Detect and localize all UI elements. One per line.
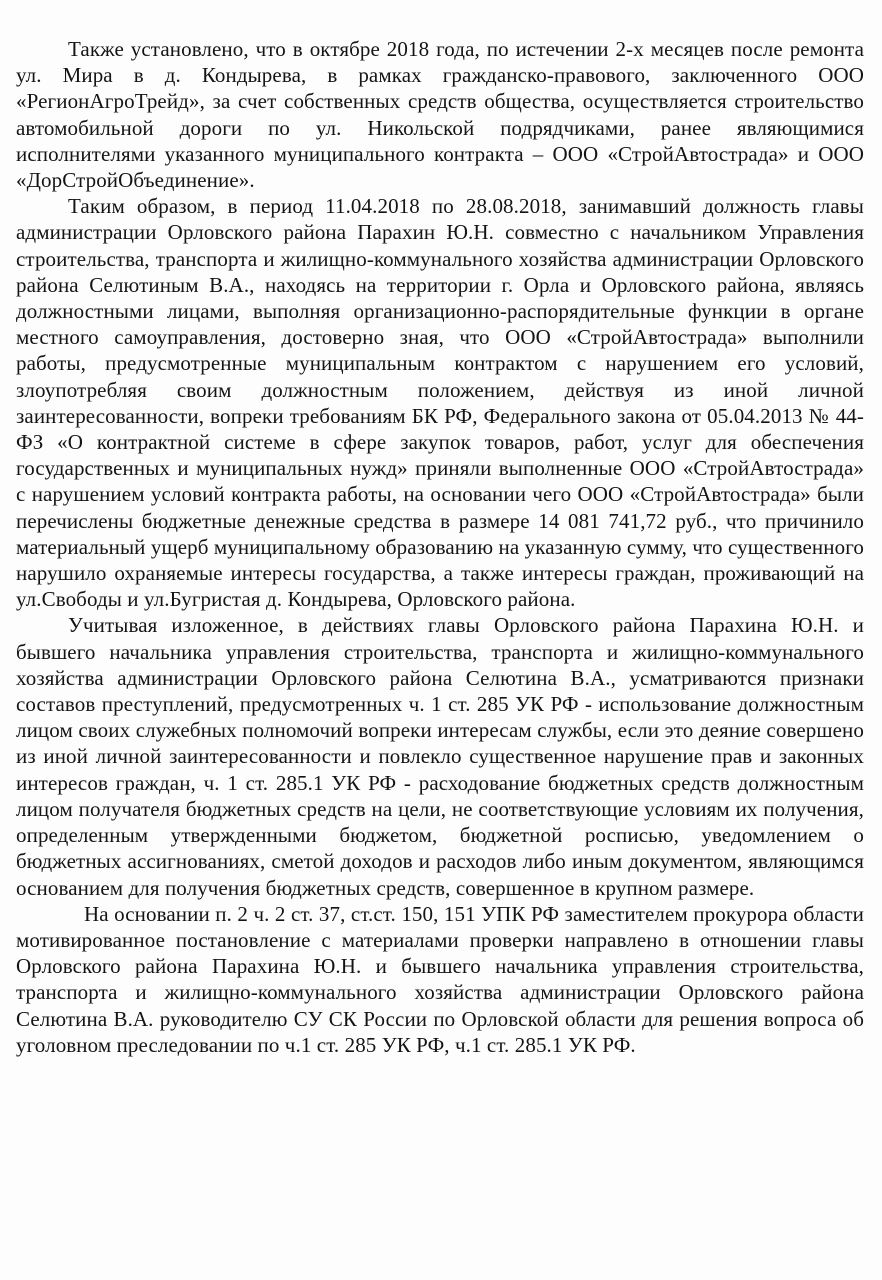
paragraph-3: Учитывая изложенное, в действиях главы Орловского района Парахина Ю.Н. и бывшего начальника управления строительства, транспорта и жилищно-коммунального хозяйства администрации Орловского района Селютина В.А., усматриваются признаки составов преступлений, предусмотренных ч. 1 ст. 285 УК РФ - использование должностным лицом своих служебных полномочий вопреки интересам службы, если это деяние совершено из иной личной заинтересованности и повлекло существенное нарушение прав и законных интересов граждан, ч. 1 ст. 285.1 УК РФ - расходование бюджетных средств должностным лицом получателя бюджетных средств на цели, не соответствующие условиям их получения, определенным утвержденными бюджетом, бюджетной росписью, уведомлением о бюджетных ассигнованиях, сметой доходов и расходов либо иным документом, являющимся основанием для получения бюджетных средств, совершенное в крупном размере. [16, 613, 864, 900]
paragraph-4: На основании п. 2 ч. 2 ст. 37, ст.ст. 150, 151 УПК РФ заместителем прокурора области мотивированное постановление с материалами проверки направлено в отношении главы Орловского района Парахина Ю.Н. и бывшего начальника управления строительства, транспорта и жилищно-коммунального хозяйства администрации Орловского района Селютина В.А. руководителю СУ СК России по Орловской области для решения вопроса об уголовном преследовании по ч.1 ст. 285 УК РФ, ч.1 ст. 285.1 УК РФ. [16, 901, 864, 1057]
document-body [16, 36, 864, 1058]
paragraph-1: Также установлено, что в октябре 2018 года, по истечении 2-х месяцев после ремонта ул. Мира в д. Кондырева, в рамках гражданско-правового, заключенного ООО «РегионАгроТрейд», за счет собственных средств общества, осуществляется строительство автомобильной дороги по ул. Никольской подрядчиками, ранее являющимися исполнителями указанного муниципального контракта – ООО «СтройАвтострада» и ООО «ДорСтройОбъединение». [16, 37, 864, 193]
paragraph-2: Таким образом, в период 11.04.2018 по 28.08.2018, занимавший должность главы администрации Орловского района Парахин Ю.Н. совместно с начальником Управления строительства, транспорта и жилищно-коммунального хозяйства администрации Орловского района Селютиным В.А., находясь на территории г. Орла и Орловского района, являясь должностными лицами, выполняя организационно-распорядительные функции в органе местного самоуправления, достоверно зная, что ООО «СтройАвтострада» выполнили работы, предусмотренные муниципальным контрактом с нарушением его условий, злоупотребляя своим должностным положением, действуя из иной личной заинтересованности, вопреки требованиям БК РФ, Федерального закона от 05.04.2013 № 44-ФЗ «О контрактной системе в сфере закупок товаров, работ, услуг для обеспечения государственных и муниципальных нужд» приняли выполненные ООО «СтройАвтострада» с нарушением условий контракта работы, на основании чего ООО «СтройАвтострада» были перечислены бюджетные денежные средства в размере 14 081 741,72 руб., что причинило материальный ущерб муниципальному образованию на указанную сумму, что существенного нарушило охраняемые интересы государства, а также интересы граждан, проживающий на ул.Свободы и ул.Бугристая д. Кондырева, Орловского района. [16, 194, 864, 612]
